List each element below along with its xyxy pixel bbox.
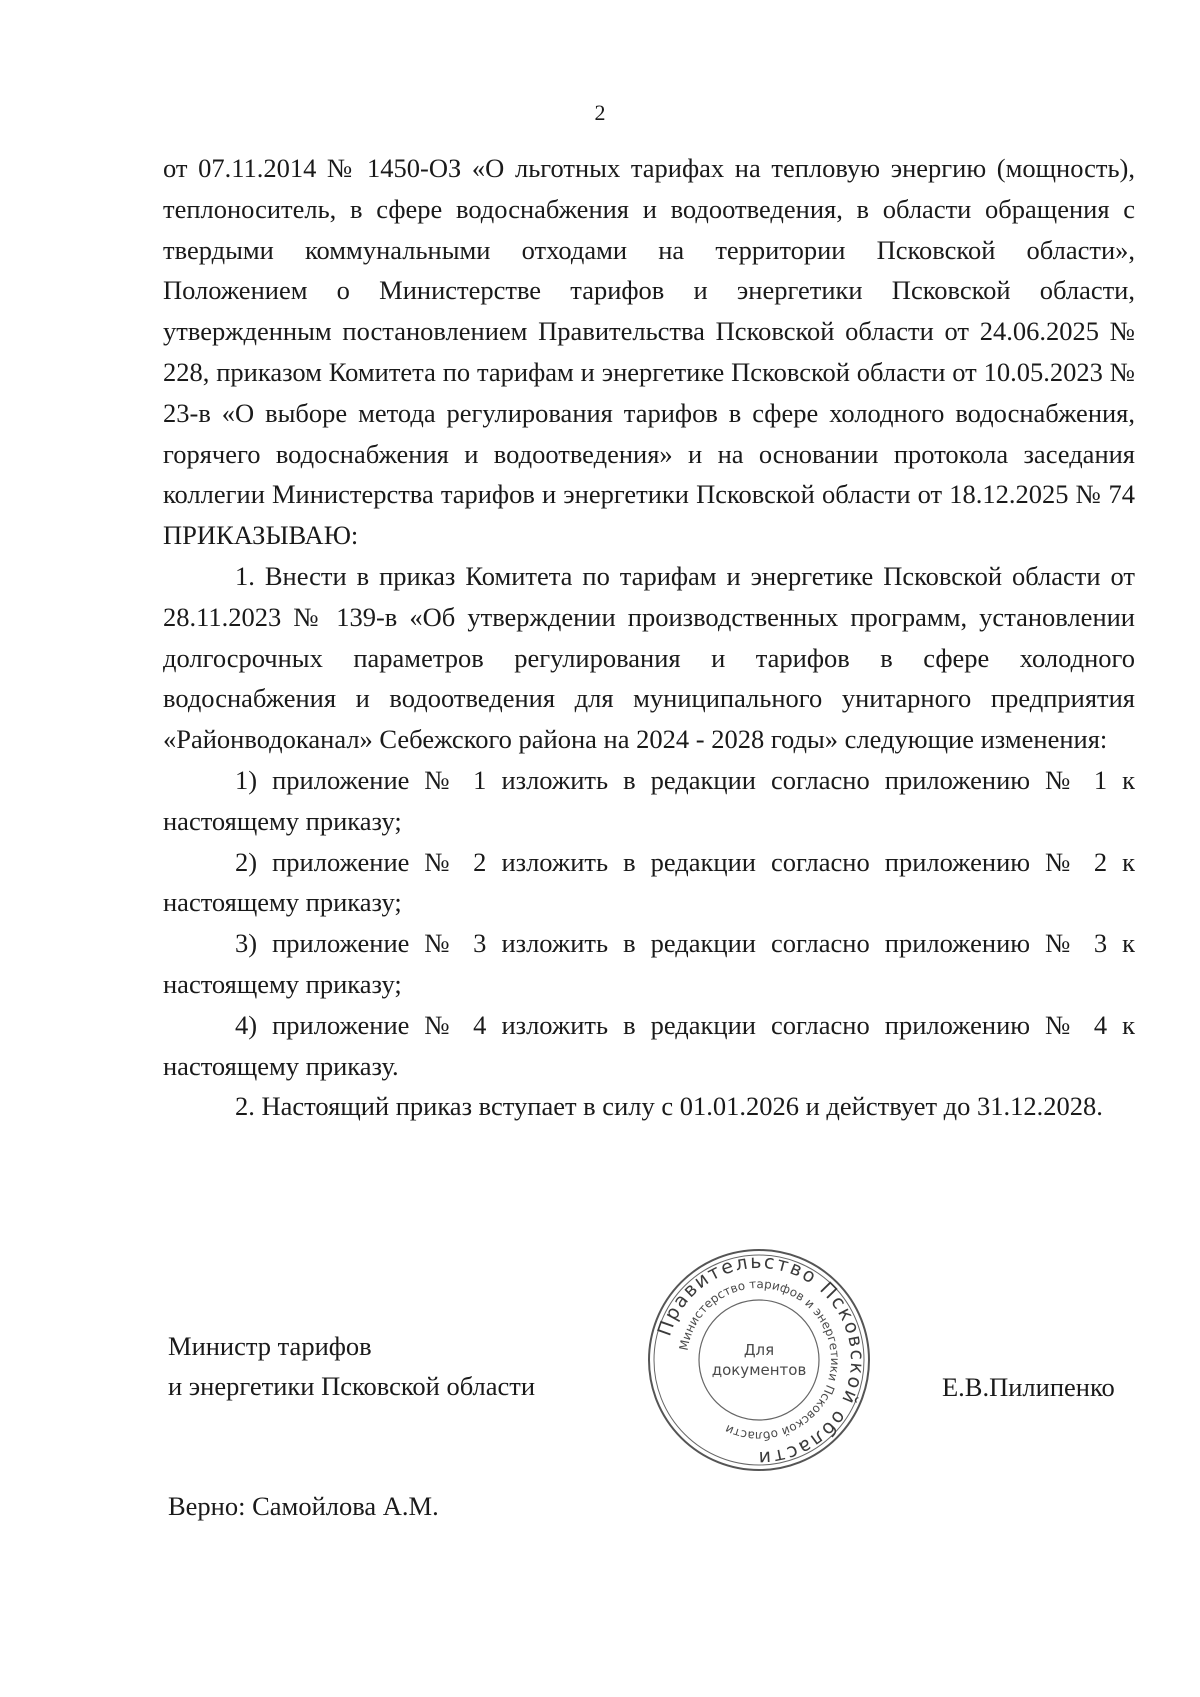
verified-by: Верно: Самойлова А.М. xyxy=(168,1491,439,1521)
sub-clause-2: 2) приложение № 2 изложить в редакции согласно приложению № 2 к настоящему приказу; xyxy=(163,846,1135,918)
page-number: 2 xyxy=(594,100,606,125)
sub-clause-1: 1) приложение № 1 изложить в редакции согласно приложению № 1 к настоящему приказу; xyxy=(163,764,1135,836)
seal-center-line-2: документов xyxy=(711,1361,807,1379)
signatory-title-line-1: Министр тарифов xyxy=(168,1331,372,1361)
official-seal xyxy=(644,1245,874,1475)
signatory-name: Е.В.Пилипенко xyxy=(942,1372,1115,1402)
svg-text:Министерство тарифов и энергет: Министерство тарифов и энергетики Псковской области xyxy=(676,1276,843,1444)
preamble-paragraph: от 07.11.2014 № 1450-ОЗ «О льготных тарифах на тепловую энергию (мощность), теплоноситель, в сфере водоснабжения и водоотведения, в области обращения с твердыми коммунальными отходами на территории Псковской области», Положением о Министерстве тарифов и энергетики Псковской области, утвержденным постановлением Правительства Псковской области от 24.06.2025 № 228, приказом Комитета по тарифам и энергетике Псковской области от 10.05.2023 № 23-в «О выборе метода регулирования тарифов в сфере холодного водоснабжения, горячего водоснабжения и водоотведения» и на основании протокола заседания коллегии Министерства тарифов и энергетики Псковской области от 18.12.2025 № 74 xyxy=(163,153,1135,510)
document-body xyxy=(163,148,1135,1127)
seal-center-line-1: Для xyxy=(743,1341,775,1359)
clause-1: 1. Внести в приказ Комитета по тарифам и энергетике Псковской области от 28.11.2023 № 139-в «Об утверждении производственных программ, установлении долгосрочных параметров регулирования и тарифов в сфере холодного водоснабжения и водоотведения для муниципального унитарного предприятия «Районводоканал» Себежского района на 2024 - 2028 годы» следующие изменения: xyxy=(163,560,1135,755)
signatory-title-line-2: и энергетики Псковской области xyxy=(168,1371,536,1401)
sub-clause-3: 3) приложение № 3 изложить в редакции согласно приложению № 3 к настоящему приказу; xyxy=(163,928,1135,999)
sub-clause-4: 4) приложение № 4 изложить в редакции согласно приложению № 4 к настоящему приказу. xyxy=(163,1009,1135,1081)
signatory-title xyxy=(168,1326,535,1406)
order-keyword: ПРИКАЗЫВАЮ: xyxy=(163,520,359,551)
seal-graphic xyxy=(644,1245,874,1475)
svg-text:Правительство Псковской област: Правительство Псковской области xyxy=(653,1250,869,1470)
clause-2: 2. Настоящий приказ вступает в силу с 01.01.2026 и действует до 31.12.2028. xyxy=(235,1091,1103,1122)
